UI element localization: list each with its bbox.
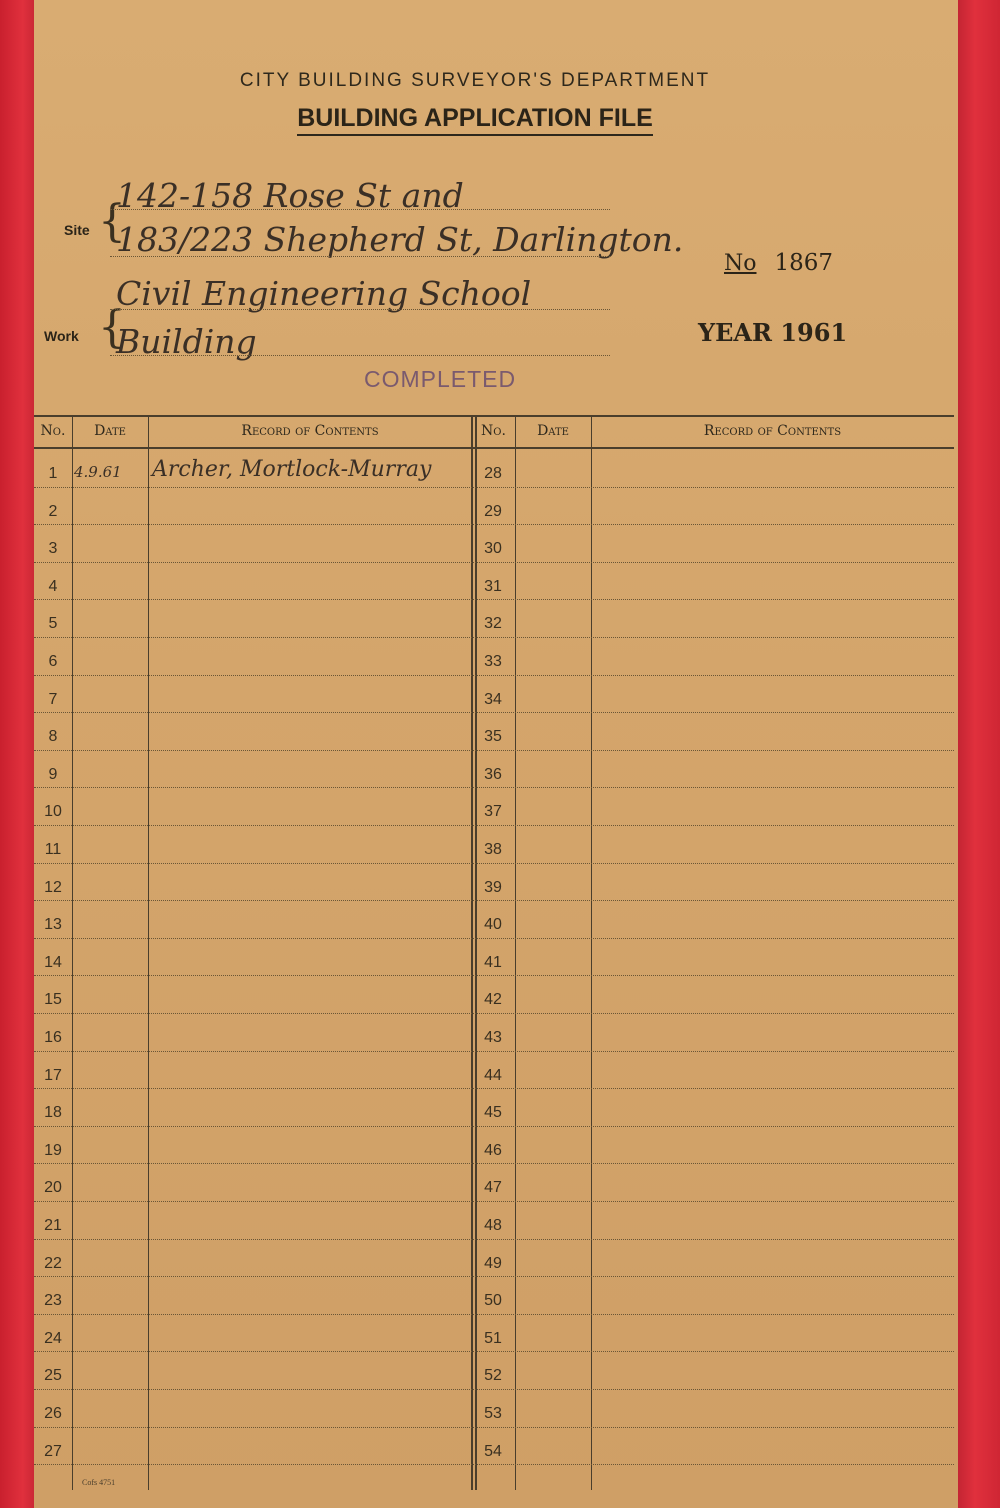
row-number: 37 <box>484 803 502 821</box>
file-number-label: No <box>724 251 757 276</box>
row-number: 9 <box>48 765 58 783</box>
department-title: CITY BUILDING SURVEYOR'S DEPARTMENT <box>239 70 711 91</box>
row-rule <box>34 975 954 976</box>
row-rule <box>34 1163 954 1164</box>
col-divider-4 <box>591 415 592 1490</box>
col-header-date-right: Date <box>537 423 569 439</box>
row-number: 40 <box>484 916 502 934</box>
col-divider-1 <box>72 415 73 1490</box>
work-line-1: Civil Engineering School <box>116 274 532 313</box>
row-number: 16 <box>44 1029 62 1046</box>
red-binding-right <box>958 0 1000 1508</box>
row-number: 46 <box>484 1141 502 1159</box>
site-line-2: 183/223 Shepherd St, Darlington. <box>116 220 684 259</box>
file-number <box>724 250 833 276</box>
row-number: 38 <box>484 841 502 858</box>
row-record: Archer, Mortlock-Murray <box>152 457 432 482</box>
row-number: 4 <box>48 577 58 595</box>
row-rule <box>34 562 954 563</box>
row-rule <box>34 938 954 939</box>
site-underline-1 <box>110 209 610 210</box>
row-rule <box>34 750 954 751</box>
row-number: 3 <box>48 540 58 558</box>
row-rule <box>34 1464 954 1465</box>
row-rule <box>34 863 954 864</box>
row-number: 22 <box>44 1254 62 1272</box>
col-divider-2 <box>148 415 149 1490</box>
row-number: 29 <box>484 502 502 520</box>
row-rule <box>34 599 954 600</box>
work-brace: { <box>98 302 126 353</box>
row-number: 39 <box>484 878 502 896</box>
row-rule <box>34 712 954 713</box>
row-number: 17 <box>44 1066 62 1084</box>
col-header-no-right: No. <box>481 423 506 439</box>
row-number: 10 <box>44 803 62 821</box>
row-rule <box>34 1276 954 1277</box>
row-number: 27 <box>44 1442 62 1460</box>
row-date: 4.9.61 <box>74 463 122 481</box>
row-number: 6 <box>48 653 58 670</box>
row-number: 31 <box>484 577 502 595</box>
row-number: 26 <box>44 1405 62 1422</box>
col-header-no-left: No. <box>40 423 66 439</box>
row-rule <box>34 1427 954 1428</box>
col-divider-3 <box>515 415 516 1490</box>
row-rule <box>34 900 954 901</box>
file-year: YEAR 1961 <box>698 318 848 347</box>
col-divider-center-1 <box>471 415 473 1490</box>
row-number: 47 <box>484 1179 502 1197</box>
row-number: 41 <box>484 953 502 971</box>
col-header-date-left: Date <box>94 423 126 439</box>
col-header-record-left: Record of Contents <box>241 423 379 439</box>
row-number: 45 <box>484 1104 502 1122</box>
row-number: 42 <box>484 991 502 1009</box>
row-rule <box>34 1013 954 1014</box>
red-binding-left <box>0 0 38 1508</box>
row-rule <box>34 1051 954 1052</box>
row-number: 43 <box>484 1029 502 1046</box>
file-number-value: 1867 <box>774 250 834 276</box>
row-number: 35 <box>484 728 502 746</box>
completed-stamp: COMPLETED <box>364 366 517 392</box>
row-number: 25 <box>44 1367 62 1385</box>
row-number: 23 <box>44 1292 62 1310</box>
form-code: Cofs 4751 <box>82 1478 116 1487</box>
row-rule <box>34 787 954 788</box>
work-line-2: Building <box>116 322 257 361</box>
row-number: 34 <box>484 690 502 708</box>
row-number: 52 <box>484 1367 502 1385</box>
site-brace: { <box>98 196 126 247</box>
contents-ledger <box>34 415 954 1490</box>
row-number: 5 <box>48 615 58 633</box>
row-number: 49 <box>484 1254 502 1272</box>
row-rule <box>34 487 954 488</box>
site-underline-2 <box>110 256 610 257</box>
row-number: 14 <box>44 953 62 971</box>
row-number: 51 <box>484 1329 502 1347</box>
row-number: 50 <box>484 1292 502 1310</box>
row-rule <box>34 825 954 826</box>
row-rule <box>34 1389 954 1390</box>
row-number: 18 <box>44 1104 62 1122</box>
row-rule <box>34 1239 954 1240</box>
row-rule <box>34 1201 954 1202</box>
ledger-header-rule <box>34 447 954 449</box>
col-divider-center-2 <box>475 415 477 1490</box>
row-number: 19 <box>44 1141 62 1159</box>
row-number: 12 <box>44 878 62 896</box>
row-number: 30 <box>484 540 502 558</box>
row-rule <box>34 1126 954 1127</box>
row-number: 36 <box>484 765 502 783</box>
row-number: 33 <box>484 653 502 670</box>
row-number: 53 <box>484 1405 502 1422</box>
row-rule <box>34 637 954 638</box>
row-number: 48 <box>484 1217 502 1234</box>
col-header-record-right: Record of Contents <box>703 423 842 439</box>
row-number: 8 <box>48 728 58 746</box>
work-label: Work <box>44 328 79 344</box>
row-rule <box>34 524 954 525</box>
row-number: 32 <box>484 615 502 633</box>
row-number: 24 <box>44 1329 62 1347</box>
row-number: 20 <box>44 1179 62 1197</box>
row-number: 11 <box>44 841 62 858</box>
work-underline-1 <box>110 309 610 310</box>
row-rule <box>34 1314 954 1315</box>
row-number: 2 <box>48 502 58 520</box>
site-label: Site <box>64 222 90 238</box>
file-title: BUILDING APPLICATION FILE <box>160 104 790 133</box>
row-number: 7 <box>48 690 58 708</box>
row-number: 1 <box>48 465 58 482</box>
row-number: 28 <box>484 465 502 482</box>
row-number: 54 <box>484 1442 502 1460</box>
row-rule <box>34 1088 954 1089</box>
ledger-top-rule <box>34 415 954 417</box>
site-line-1: 142-158 Rose St and <box>116 176 464 215</box>
work-underline-2 <box>110 355 610 356</box>
row-number: 15 <box>44 991 62 1009</box>
row-number: 21 <box>44 1217 62 1234</box>
row-number: 44 <box>484 1066 502 1084</box>
row-rule <box>34 1351 954 1352</box>
row-rule <box>34 675 954 676</box>
row-number: 13 <box>44 916 62 934</box>
